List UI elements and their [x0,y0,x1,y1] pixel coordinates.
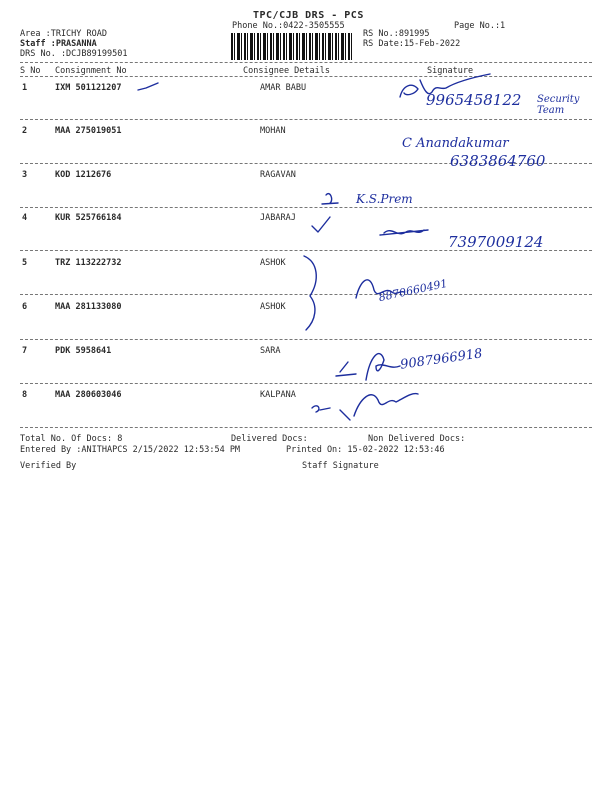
page-number: Page No.:1 [454,21,506,31]
area-label: Area :TRICHY ROAD [20,29,107,39]
row-consignee: SARA [260,346,281,356]
phone-number: Phone No.:0422-3505555 [232,21,345,31]
row2-handwritten-phone: 6383864760 [450,152,546,170]
row-consignee: AMAR BABU [260,83,307,93]
staff-signature: Staff Signature [302,461,379,471]
row-consignee: ASHOK [260,258,286,268]
row-sno: 3 [22,170,28,180]
row-consignment: MAA 275019051 [55,126,122,136]
row-sno: 7 [22,346,28,356]
row-sno: 5 [22,258,28,268]
row-consignment: TRZ 113222732 [55,258,122,268]
row-consignee: JABARAJ [260,213,296,223]
column-consignment: Consignment No [55,66,127,76]
column-sno: S No [20,66,41,76]
row-consignment: KUR 525766184 [55,213,122,223]
row4-handwritten-phone: 7397009124 [448,233,544,251]
row7-handwritten-phone: 9087966918 [399,346,484,373]
row1-handwritten-phone: 9965458122 [426,91,522,109]
row-consignment: MAA 281133080 [55,302,122,312]
total-docs: Total No. Of Docs: 8 [20,434,123,444]
delivered-docs: Delivered Docs: [231,434,308,444]
row-consignment: MAA 280603046 [55,390,122,400]
row-consignee: RAGAVAN [260,170,296,180]
row-consignee: ASHOK [260,302,286,312]
non-delivered-docs: Non Delivered Docs: [368,434,466,444]
column-signature: Signature [427,66,474,76]
row-consignee: KALPANA [260,390,296,400]
row-sno: 6 [22,302,28,312]
row-sno: 1 [22,83,28,93]
row4-handwritten-name: K.S.Prem [356,192,413,206]
staff-label: Staff :PRASANNA [20,39,97,49]
row2-handwritten-name: C Anandakumar [402,136,509,151]
rs-number: RS No.:891995 [363,29,430,39]
row-consignment: IXM 501121207 [55,83,122,93]
rs-date: RS Date:15-Feb-2022 [363,39,461,49]
row-sno: 4 [22,213,28,223]
page-title: TPC/CJB DRS - PCS [253,10,364,21]
row-consignment: KOD 1212676 [55,170,112,180]
row6-handwritten-phone: 8870660491 [377,276,449,305]
printed-on: Printed On: 15-02-2022 12:53:46 [286,445,445,455]
row-consignment: PDK 5958641 [55,346,112,356]
drs-number: DRS No. :DCJB89199501 [20,49,128,59]
row1-handwritten-note: Security Team [537,94,580,116]
entered-by: Entered By :ANITHAPCS 2/15/2022 12:53:54 PM [20,445,241,455]
verified-by: Verified By [20,461,77,471]
row-sno: 8 [22,390,28,400]
row-consignee: MOHAN [260,126,286,136]
row-sno: 2 [22,126,28,136]
column-consignee: Consignee Details [243,66,330,76]
